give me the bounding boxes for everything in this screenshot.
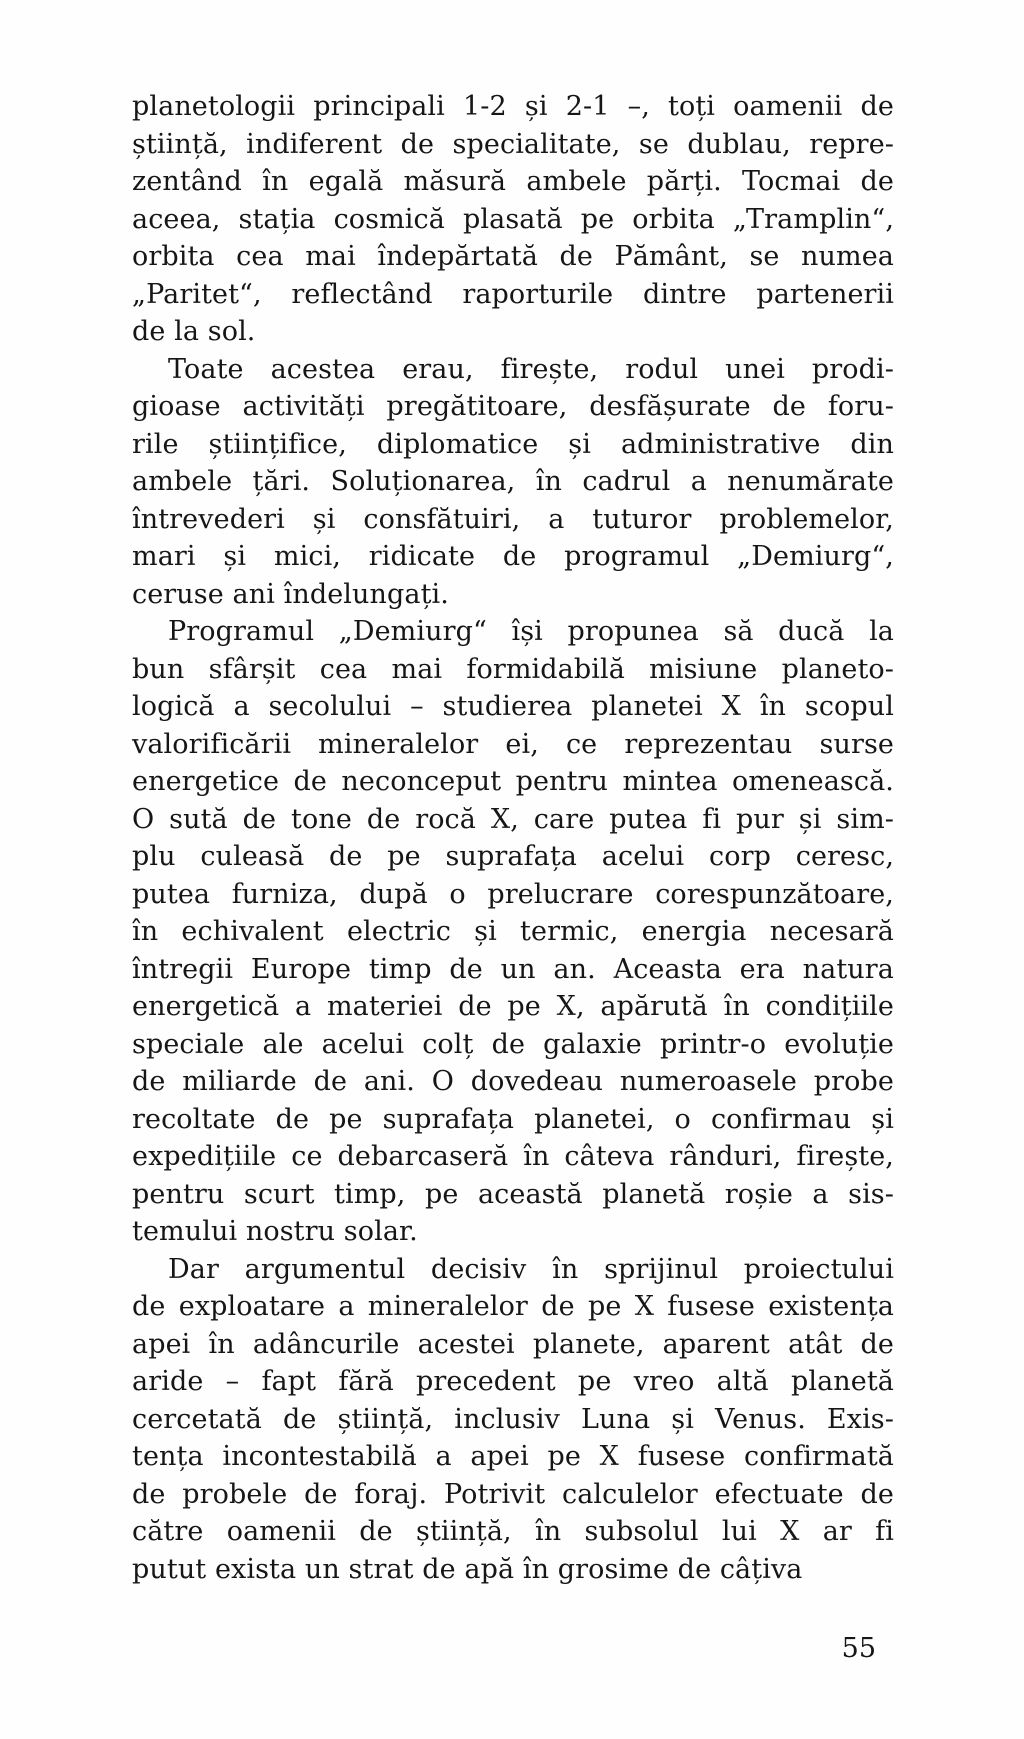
paragraph — [132, 351, 894, 614]
text-line: expedițiile ce debarcaseră în câteva rânduri, firește, — [132, 1141, 894, 1172]
text-line: ceruse ani îndelungați. — [132, 578, 449, 610]
text-block — [132, 88, 894, 1588]
paragraph — [132, 1251, 894, 1589]
text-line: planetologii principali 1-2 și 2-1 –, toți oamenii de — [132, 91, 894, 122]
text-line: de exploatare a mineralelor de pe X fusese existența — [132, 1291, 894, 1322]
text-line: O sută de tone de rocă X, care putea fi pur și sim- — [132, 803, 894, 835]
text-line: recoltate de pe suprafața planetei, o confirmau și — [132, 1103, 894, 1135]
paragraph — [132, 88, 894, 351]
text-line: speciale ale acelui colț de galaxie printr-o evoluție — [132, 1028, 894, 1060]
text-line: întregii Europe timp de un an. Aceasta era natura — [132, 953, 894, 985]
text-line: valorificării mineralelor ei, ce reprezentau surse — [132, 728, 894, 760]
text-line: de miliarde de ani. O dovedeau numeroasele probe — [132, 1066, 894, 1097]
text-line: Toate acestea erau, firește, rodul unei prodi- — [168, 353, 894, 385]
text-line: logică a secolului – studierea planetei X în scopul — [132, 691, 894, 722]
text-line: putea furniza, după o prelucrare corespunzătoare, — [132, 878, 894, 910]
text-line: apei în adâncurile acestei planete, aparent atât de — [132, 1328, 894, 1360]
text-line: ambele țări. Soluționarea, în cadrul a nenumărate — [132, 466, 894, 497]
text-line: de la sol. — [132, 316, 256, 347]
text-line: gioase activități pregătitoare, desfășurate de foru- — [132, 391, 894, 422]
text-line: temului nostru solar. — [132, 1216, 418, 1247]
text-line: de probele de foraj. Potrivit calculelor efectuate de — [132, 1478, 894, 1510]
paragraph — [132, 613, 894, 1251]
text-line: plu culeasă de pe suprafața acelui corp ceresc, — [132, 841, 894, 872]
text-line: Dar argumentul decisiv în sprijinul proiectului — [168, 1253, 894, 1285]
text-line: energetică a materiei de pe X, apărută în condițiile — [132, 991, 894, 1022]
text-line: întrevederi și consfătuiri, a tuturor problemelor, — [132, 503, 894, 535]
text-line: cercetată de știință, inclusiv Luna și Venus. Exis- — [132, 1403, 894, 1435]
text-line: știință, indiferent de specialitate, se dublau, repre- — [132, 128, 894, 160]
text-line: rile științifice, diplomatice și administrative din — [132, 428, 894, 460]
text-line: mari și mici, ridicate de programul „Demiurg“, — [132, 541, 894, 572]
page-number: 55 — [841, 1633, 876, 1664]
text-line: aride – fapt fără precedent pe vreo altă planetă — [132, 1366, 894, 1397]
text-line: zentând în egală măsură ambele părți. Tocmai de — [132, 166, 894, 197]
text-line: bun sfârșit cea mai formidabilă misiune planeto- — [132, 653, 894, 685]
text-line: orbita cea mai îndepărtată de Pământ, se numea — [132, 241, 894, 272]
text-line: aceea, stația cosmică plasată pe orbita „Tramplin“, — [132, 203, 894, 235]
text-line: Programul „Demiurg“ își propunea să ducă la — [168, 616, 894, 647]
text-line: energetice de neconceput pentru mintea omenească. — [132, 766, 894, 797]
text-line: „Paritet“, reflectând raporturile dintre partenerii — [132, 278, 894, 310]
text-line: către oamenii de știință, în subsolul lui X ar fi — [132, 1516, 894, 1547]
text-line: tența incontestabilă a apei pe X fusese confirmată — [132, 1441, 894, 1472]
text-line: în echivalent electric și termic, energia necesară — [132, 916, 894, 947]
text-line: putut exista un strat de apă în grosime de câțiva — [132, 1553, 803, 1585]
text-line: pentru scurt timp, pe această planetă roșie a sis- — [132, 1178, 894, 1210]
